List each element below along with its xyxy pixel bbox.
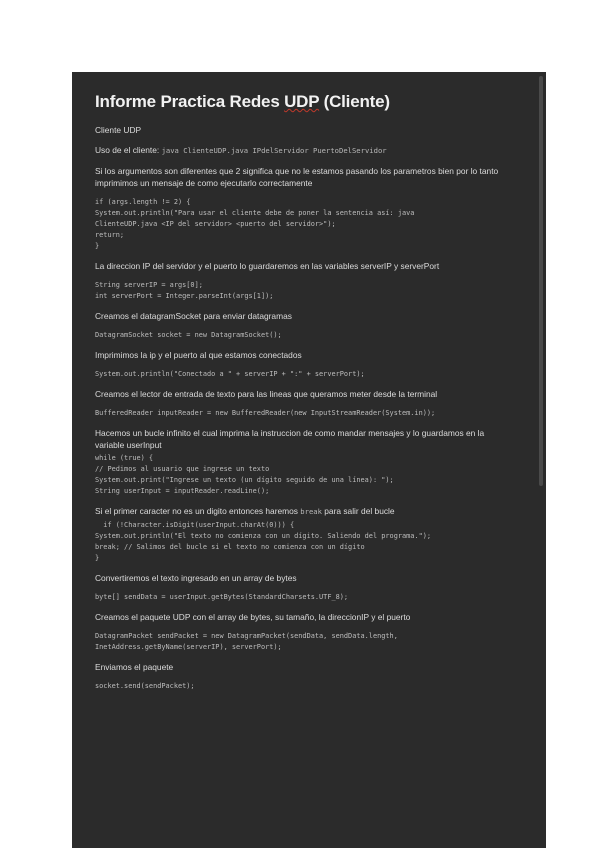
usage-label: Uso de el cliente: [95,145,162,155]
code-line: while (true) { [95,454,154,462]
code-line: BufferedReader inputReader = new BufferedReader(new InputStreamReader(System.in)); [95,409,436,417]
bytes-paragraph: Convertiremos el texto ingresado en un array de bytes [95,573,297,583]
break-text-end: para salir del bucle [321,506,395,516]
loop-paragraph: Hacemos un bucle infinito el cual imprima la instruccion de como mandar mensajes y lo guardamos en la variable userInput [95,428,485,450]
document-page [72,72,546,848]
code-line: if (args.length != 2) { [95,198,191,206]
code-line: System.out.print("Ingrese un texto (un dígito seguido de una línea): "); [95,476,394,484]
code-line: byte[] sendData = userInput.getBytes(StandardCharsets.UTF_8); [95,593,349,601]
code-line: return; [95,231,125,239]
code-line: String userInput = inputReader.readLine(); [95,487,270,495]
usage-inline-code: java ClienteUDP.java IPdelServidor PuertoDelServidor [161,146,387,155]
code-block [95,592,515,603]
code-line: } [95,242,100,250]
send-paragraph: Enviamos el paquete [95,662,174,672]
code-block [95,453,515,497]
code-line: socket.send(sendPacket); [95,682,195,690]
scrollbar[interactable] [539,76,543,486]
print-paragraph: Imprimimos la ip y el puerto al que estamos conectados [95,350,302,360]
code-line: ClienteUDP.java <IP del servidor> <puerto del servidor>"); [95,220,336,228]
code-line: } [95,554,100,562]
code-block [95,369,515,380]
code-line: System.out.println("Para usar el cliente debe de poner la sentencia así: java [95,209,415,217]
usage-paragraph [95,144,515,157]
args-paragraph: Si los argumentos son diferentes que 2 significa que no le estamos pasando los parametros bien por lo tanto imprimimos un mensaje de como ejecutarlo correctamente [95,166,499,188]
code-line: System.out.println("Conectado a " + serverIP + ":" + serverPort); [95,370,365,378]
code-line: InetAddress.getByName(serverIP), serverPort); [95,643,282,651]
code-line: DatagramPacket sendPacket = new DatagramPacket(sendData, sendData.length, [95,632,398,640]
code-line: if (!Character.isDigit(userInput.charAt(0))) { [95,521,295,529]
break-text: Si el primer caracter no es un digito entonces haremos [95,506,301,516]
vars-paragraph: La direccion IP del servidor y el puerto lo guardaremos en las variables serverIP y serverPort [95,261,440,271]
document-content [95,92,515,700]
code-line: int serverPort = Integer.parseInt(args[1]); [95,292,274,300]
subtitle: Cliente UDP [95,125,142,135]
break-paragraph [95,505,515,518]
code-line: System.out.println("El texto no comienza con un dígito. Saliendo del programa."); [95,532,432,540]
title-text: Informe Practica Redes [95,92,285,111]
code-block [95,408,515,419]
packet-paragraph: Creamos el paquete UDP con el array de bytes, su tamaño, la direccionIP y el puerto [95,612,411,622]
reader-paragraph: Creamos el lector de entrada de texto para las lineas que queramos meter desde la terminal [95,389,438,399]
title-text-end: (Cliente) [319,92,390,111]
code-block [95,520,515,564]
socket-paragraph: Creamos el datagramSocket para enviar datagramas [95,311,292,321]
code-block [95,330,515,341]
code-block [95,631,515,653]
code-line: break; // Salimos del bucle si el texto no comienza con un dígito [95,543,365,551]
code-block [95,681,515,692]
code-block [95,197,515,252]
page-title [95,92,515,112]
code-line: DatagramSocket socket = new DatagramSocket(); [95,331,282,339]
break-inline-code: break [300,507,322,516]
code-block [95,280,515,302]
code-line: String serverIP = args[0]; [95,281,203,289]
code-line: // Pedimos al usuario que ingrese un texto [95,465,270,473]
title-misspelled-word[interactable]: UDP [284,92,320,111]
